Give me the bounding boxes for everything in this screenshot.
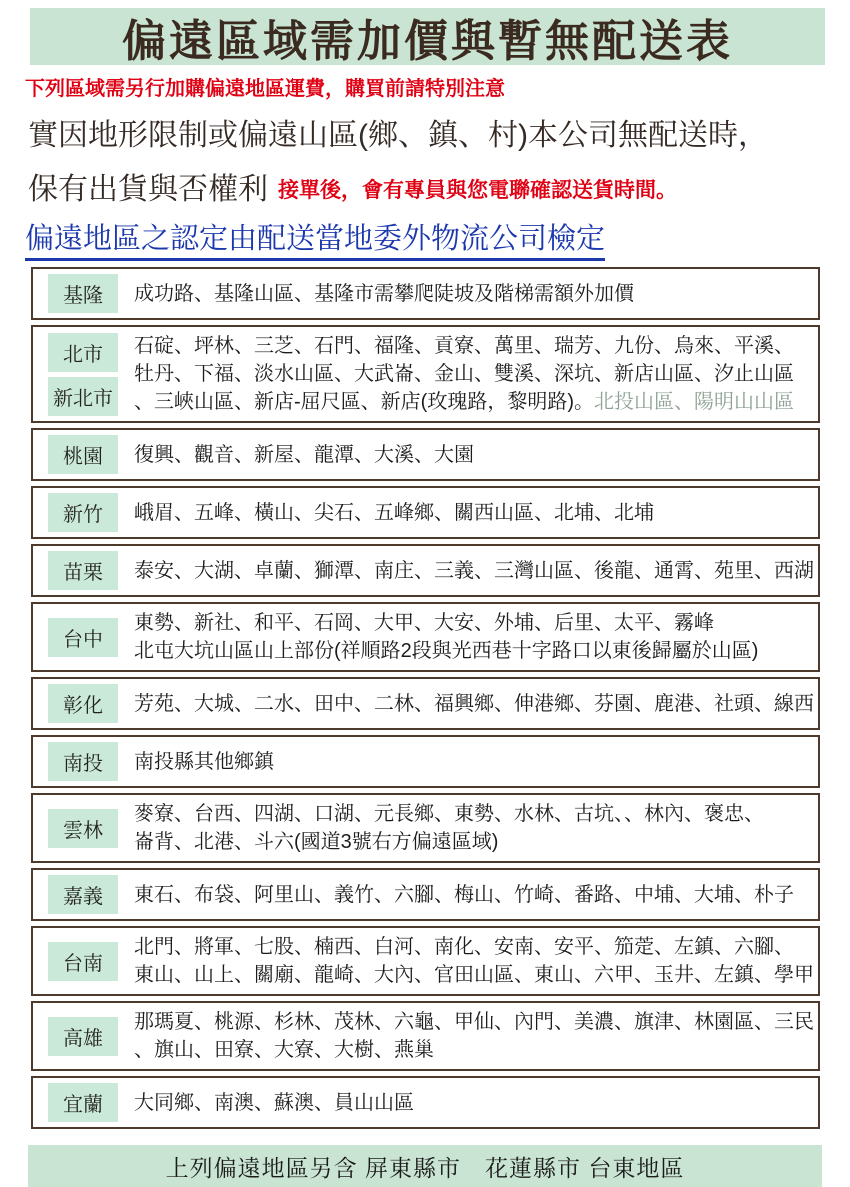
region-areas	[118, 332, 812, 416]
region-areas	[118, 557, 814, 585]
region-row	[31, 926, 820, 996]
region-areas-line	[134, 499, 812, 527]
region-areas	[118, 690, 814, 718]
region-areas	[118, 800, 812, 856]
region-row	[31, 793, 820, 863]
region-areas-segment: 東勢、新社、和平、石岡、大甲、大安、外埔、后里、太平、霧峰	[134, 612, 714, 634]
region-areas-segment: 泰安、大湖、卓蘭、獅潭、南庄、三義、三灣山區、後龍、通霄、苑里、西湖	[134, 559, 814, 582]
region-label-group	[48, 618, 118, 657]
region-row	[31, 677, 820, 730]
region-label: 宜蘭	[48, 1083, 118, 1122]
region-label-group	[48, 684, 118, 723]
region-row	[31, 735, 820, 788]
region-areas-line	[134, 1008, 814, 1036]
region-row	[31, 602, 820, 672]
region-areas-segment: 大同鄉、南澳、蘇澳、員山山區	[134, 1091, 414, 1114]
certification-note: 偏遠地區之認定由配送當地委外物流公司檢定	[25, 216, 605, 261]
no-delivery-policy-line1: 實因地形限制或偏遠山區(鄉、鎮、村)本公司無配送時，	[28, 119, 768, 152]
page-title-banner	[30, 8, 825, 65]
region-areas	[118, 280, 812, 308]
region-areas-segment: 峨眉、五峰、橫山、尖石、五峰鄉、關西山區、北埔、北埔	[134, 501, 654, 524]
region-areas	[118, 748, 812, 776]
region-areas-segment: 芳苑、大城、二水、田中、二林、福興鄉、伸港鄉、芬園、鹿港、社頭、線西	[134, 692, 814, 715]
region-areas-line	[134, 441, 812, 469]
region-label: 嘉義	[48, 875, 118, 914]
region-areas-segment: 東石、布袋、阿里山、義竹、六腳、梅山、竹崎、番路、中埔、大埔、朴子	[134, 883, 794, 906]
region-areas	[118, 499, 812, 527]
region-areas	[118, 933, 814, 989]
region-areas-segment: 麥寮、台西、四湖、口湖、元長鄉、東勢、水林、古坑、、林內、褒忠、	[134, 803, 764, 825]
region-label-group	[48, 435, 118, 474]
policy-rights-text: 保有出貨與否權利	[28, 173, 268, 206]
region-row	[31, 428, 820, 481]
surcharge-warning-text: 下列區域需另行加購偏遠地區運費，購買前請特別注意	[25, 78, 505, 100]
region-label: 彰化	[48, 684, 118, 723]
region-areas	[118, 881, 812, 909]
region-areas	[118, 441, 812, 469]
region-areas-segment: 北屯大坑山區山上部份(祥順路2段與光西巷十字路口以東後歸屬於山區)	[134, 640, 759, 662]
region-label: 高雄	[48, 1017, 118, 1056]
no-delivery-policy-line2	[28, 164, 850, 208]
region-label-group	[48, 551, 118, 590]
region-areas-line	[134, 360, 812, 388]
region-label-group	[48, 333, 118, 416]
region-row	[31, 486, 820, 539]
region-areas-line	[134, 1036, 814, 1064]
region-label-group	[48, 274, 118, 313]
region-areas-segment: 石碇、坪林、三芝、石門、福隆、貢寮、萬里、瑞芳、九份、烏來、平溪、	[134, 335, 794, 357]
region-row	[31, 325, 820, 423]
region-row	[31, 1001, 820, 1071]
region-areas-line	[134, 748, 812, 776]
region-areas-segment: 成功路、基隆山區、基隆市需攀爬陡坡及階梯需額外加價	[134, 282, 634, 305]
region-areas-segment: 復興、觀音、新屋、龍潭、大溪、大園	[134, 443, 474, 466]
region-areas	[118, 609, 812, 665]
region-label-group	[48, 809, 118, 848]
region-areas-line	[134, 961, 814, 989]
region-row	[31, 267, 820, 320]
region-label-group	[48, 1083, 118, 1122]
region-label-group	[48, 942, 118, 981]
region-areas-line	[134, 933, 814, 961]
footer-additional-regions: 上列偏遠地區另含 屏東縣市 花蓮縣市 台東地區	[165, 1154, 685, 1181]
region-label: 南投	[48, 742, 118, 781]
region-areas-line	[134, 1089, 812, 1117]
region-row	[31, 1076, 820, 1129]
region-label: 台中	[48, 618, 118, 657]
region-areas-muted-segment: 北投山區、陽明山山區	[593, 391, 794, 413]
region-label: 新北市	[48, 377, 118, 416]
region-row	[31, 868, 820, 921]
region-areas-line	[134, 881, 812, 909]
region-areas-segment: 、旗山、田寮、大寮、大樹、燕巢	[134, 1039, 434, 1061]
region-areas-line	[134, 388, 812, 416]
region-areas-line	[134, 609, 812, 637]
region-areas-line	[134, 690, 814, 718]
region-label: 台南	[48, 942, 118, 981]
region-areas-line	[134, 557, 814, 585]
region-label-group	[48, 1017, 118, 1056]
region-areas-segment: 東山、山上、關廟、龍崎、大內、官田山區、東山、六甲、玉井、左鎮、學甲	[134, 964, 814, 986]
region-label-group	[48, 875, 118, 914]
region-label: 基隆	[48, 274, 118, 313]
contact-confirmation-note: 接單後，會有專員與您電聯確認送貨時間。	[278, 179, 677, 202]
region-table	[31, 267, 820, 1129]
region-areas-line	[134, 800, 812, 828]
region-row	[31, 544, 820, 597]
region-areas-segment: 崙背、北港、斗六(國道3號右方偏遠區域)	[134, 831, 499, 853]
region-areas-line	[134, 828, 812, 856]
region-areas	[118, 1089, 812, 1117]
region-label: 桃園	[48, 435, 118, 474]
region-areas-segment: 牡丹、下福、淡水山區、大武崙、金山、雙溪、深坑、新店山區、汐止山區	[134, 363, 794, 385]
region-areas	[118, 1008, 814, 1064]
region-areas-line	[134, 280, 812, 308]
region-label: 新竹	[48, 493, 118, 532]
footer-banner	[28, 1145, 822, 1187]
region-label: 北市	[48, 333, 118, 372]
region-areas-segment: 那瑪夏、桃源、杉林、茂林、六龜、甲仙、內門、美濃、旗津、林園區、三民	[134, 1011, 814, 1033]
region-label-group	[48, 742, 118, 781]
region-areas-segment: 、三峽山區、新店-屈尺區、新店(玫瑰路，黎明路)。	[134, 391, 594, 413]
region-areas-line	[134, 637, 812, 665]
region-areas-segment: 北門、將軍、七股、楠西、白河、南化、安南、安平、笳萣、左鎮、六腳、	[134, 936, 794, 958]
region-label: 苗栗	[48, 551, 118, 590]
region-areas-line	[134, 332, 812, 360]
page-title: 偏遠區域需加價與暫無配送表	[122, 16, 733, 66]
region-label-group	[48, 493, 118, 532]
region-label: 雲林	[48, 809, 118, 848]
region-areas-segment: 南投縣其他鄉鎮	[134, 750, 274, 773]
